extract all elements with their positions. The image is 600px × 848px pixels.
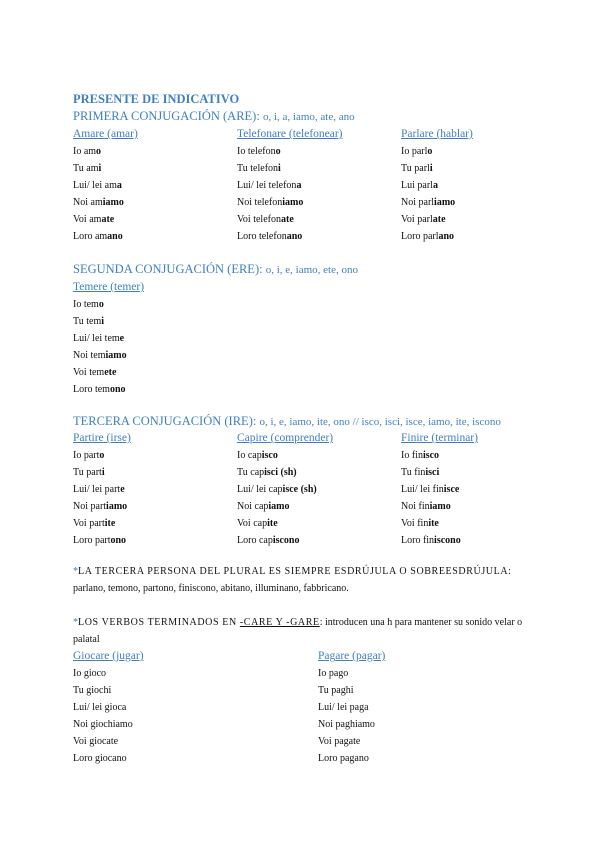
conjugation-stem: Noi part: [73, 501, 107, 512]
verb-stem: Cap: [237, 432, 256, 444]
verb-translation: (amar): [104, 128, 138, 140]
verb-translation: (telefonear): [286, 128, 343, 140]
conjugation-row: [73, 498, 233, 515]
third-conjugation-heading: [73, 414, 501, 430]
conjugation-row: [237, 211, 397, 228]
conjugation-row: [401, 447, 561, 464]
conjugation-ending: ite: [428, 518, 439, 529]
verb-ending: are: [335, 650, 350, 662]
conjugation-stem: Tu am: [73, 163, 99, 174]
verb-infinitive: [73, 280, 233, 296]
conjugation-stem: Lui/ lei am: [73, 180, 117, 191]
verb-ending: are: [90, 128, 105, 140]
conjugation-row: [73, 515, 233, 532]
second-conjugation-title: SEGUNDA CONJUGACIÓN (ERE):: [73, 262, 263, 276]
verb-stem: Gioc: [73, 650, 96, 662]
conjugation-stem: Noi telefon: [237, 197, 283, 208]
conjugation-stem: Tu fin: [401, 467, 426, 478]
conjugation-ending: ono: [110, 535, 127, 546]
third-conjugation-title: TERCERA CONJUGACIÓN (IRE):: [73, 414, 257, 428]
conjugation-ending: isci (sh): [264, 467, 297, 478]
conjugation-row: [237, 447, 397, 464]
first-conjugation-title: PRIMERA CONJUGACIÓN (ARE):: [73, 109, 260, 123]
conjugation-row: [237, 464, 397, 481]
conjugation-ending: ate: [101, 214, 115, 225]
verb-infinitive-link: [401, 128, 473, 140]
conjugation-stem: Loro part: [73, 535, 111, 546]
conjugation-row: [73, 347, 233, 364]
conjugation-stem: Voi am: [73, 214, 102, 225]
conjugation-row: [318, 682, 518, 699]
verb-infinitive-link: [401, 432, 478, 444]
conjugation-stem: Io telefon: [237, 146, 276, 157]
conjugation-stem: Io tem: [73, 299, 99, 310]
conjugation-stem: Tu part: [73, 467, 102, 478]
conjugation-stem: Lui/ lei paga: [318, 702, 369, 713]
verb-infinitive: [73, 431, 233, 447]
conjugation-row: [401, 194, 561, 211]
conjugation-stem: Loro tem: [73, 384, 110, 395]
conjugation-stem: Tu giochi: [73, 685, 112, 696]
conjugation-ending: ano: [286, 231, 303, 242]
verb-stem: Part: [73, 432, 92, 444]
conjugation-stem: Loro pagano: [318, 753, 369, 764]
verb-column: [237, 127, 397, 245]
conjugation-stem: Tu tem: [73, 316, 102, 327]
conjugation-ending: o: [98, 299, 104, 310]
conjugation-ending: i: [101, 316, 105, 327]
conjugation-row: [401, 160, 561, 177]
conjugation-stem: Tu telefon: [237, 163, 279, 174]
conjugation-row: [318, 750, 518, 767]
conjugation-row: [401, 532, 561, 549]
conjugation-ending: isce (sh): [282, 484, 317, 495]
conjugation-row: [237, 532, 397, 549]
conjugation-row: [73, 330, 233, 347]
conjugation-ending: isco: [261, 450, 278, 461]
conjugation-stem: Noi fin: [401, 501, 430, 512]
conjugation-row: [73, 364, 233, 381]
conjugation-row: [237, 515, 397, 532]
conjugation-ending: ano: [438, 231, 455, 242]
conjugation-ending: i: [278, 163, 281, 174]
conjugation-stem: Lui/ lei tem: [73, 333, 120, 344]
conjugation-row: [401, 464, 561, 481]
conjugation-row: [73, 177, 233, 194]
conjugation-ending: ono: [109, 384, 126, 395]
conjugation-stem: Noi giochiamo: [73, 719, 133, 730]
conjugation-row: [237, 481, 397, 498]
note-asterisk: *: [73, 617, 78, 628]
verb-stem: Am: [73, 128, 91, 140]
conjugation-row: [401, 481, 561, 498]
conjugation-stem: Voi pagate: [318, 736, 361, 747]
conjugation-row: [237, 498, 397, 515]
verb-stem: Parl: [401, 128, 420, 140]
verb-stem: Telefon: [237, 128, 272, 140]
verb-column: [401, 431, 561, 549]
conjugation-stem: Loro cap: [237, 535, 273, 546]
conjugation-row: [73, 716, 273, 733]
verb-translation: (terminar): [428, 432, 478, 444]
conjugation-row: [318, 699, 518, 716]
conjugation-stem: Io part: [73, 450, 100, 461]
conjugation-row: [73, 143, 233, 160]
conjugation-ending: a: [296, 180, 302, 191]
conjugation-row: [73, 211, 233, 228]
conjugation-row: [73, 750, 273, 767]
first-conjugation-endings: o, i, a, iamo, ate, ano: [262, 111, 355, 123]
conjugation-ending: a: [116, 180, 122, 191]
verb-infinitive: [237, 127, 397, 143]
conjugation-stem: Noi tem: [73, 350, 106, 361]
conjugation-stem: Lui/ lei fin: [401, 484, 444, 495]
conjugation-stem: Voi cap: [237, 518, 268, 529]
conjugation-row: [73, 381, 233, 398]
conjugation-ending: iamo: [102, 197, 124, 208]
conjugation-stem: Io pago: [318, 668, 349, 679]
verb-stem: Fin: [401, 432, 417, 444]
note-esdrujula-caps: LA TERCERA PERSONA DEL PLURAL ES SIEMPRE ESDRÚJULA O SOBREESDRÚJULA:: [78, 566, 512, 577]
verb-infinitive: [73, 127, 233, 143]
conjugation-stem: Voi parl: [401, 214, 433, 225]
verb-infinitive-link: [73, 281, 144, 293]
verb-column: [237, 431, 397, 549]
conjugation-stem: Tu paghi: [318, 685, 354, 696]
conjugation-stem: Lui/ lei cap: [237, 484, 283, 495]
conjugation-row: [73, 665, 273, 682]
third-conjugation-endings: o, i, e, iamo, ite, ono // isco, isci, isce, iamo, ite, iscono: [259, 416, 501, 428]
conjugation-ending: iscono: [272, 535, 300, 546]
verb-infinitive-link: [73, 432, 131, 444]
conjugation-stem: Lui/ lei telefon: [237, 180, 297, 191]
conjugation-ending: iamo: [434, 197, 456, 208]
verb-column: [73, 127, 233, 245]
conjugation-stem: Loro fin: [401, 535, 435, 546]
conjugation-row: [73, 228, 233, 245]
conjugation-row: [318, 733, 518, 750]
conjugation-ending: ano: [107, 231, 123, 242]
conjugation-row: [73, 532, 233, 549]
second-conjugation-heading: [73, 262, 358, 278]
verb-ending: ire: [255, 432, 268, 444]
first-conjugation-heading: [73, 109, 355, 125]
conjugation-row: [401, 498, 561, 515]
verb-infinitive-link: [237, 128, 343, 140]
conjugation-ending: i: [429, 163, 433, 174]
conjugation-stem: Voi fin: [401, 518, 429, 529]
verb-ending: are: [95, 650, 110, 662]
conjugation-row: [73, 464, 233, 481]
conjugation-stem: Loro parl: [401, 231, 439, 242]
conjugation-row: [401, 143, 561, 160]
verb-column: [73, 649, 273, 767]
conjugation-stem: Io cap: [237, 450, 262, 461]
conjugation-ending: ite: [267, 518, 278, 529]
conjugation-row: [73, 447, 233, 464]
conjugation-ending: isci: [425, 467, 440, 478]
conjugation-row: [237, 228, 397, 245]
conjugation-ending: o: [427, 146, 433, 157]
conjugation-stem: Noi parl: [401, 197, 435, 208]
verb-translation: (jugar): [109, 650, 144, 662]
verb-translation: (irse): [103, 432, 131, 444]
verb-infinitive: [73, 649, 273, 665]
verb-infinitive: [401, 431, 561, 447]
verb-column: [73, 431, 233, 549]
verb-infinitive: [318, 649, 518, 665]
page-title: PRESENTE DE INDICATIVO: [73, 92, 240, 106]
conjugation-stem: Voi part: [73, 518, 105, 529]
conjugation-row: [73, 194, 233, 211]
verb-translation: (pagar): [349, 650, 386, 662]
verb-infinitive-link: [73, 650, 144, 662]
conjugation-stem: Tu parl: [401, 163, 430, 174]
conjugation-row: [73, 481, 233, 498]
conjugation-stem: Lui/ lei gioca: [73, 702, 127, 713]
conjugation-row: [401, 177, 561, 194]
verb-infinitive-link: [73, 128, 138, 140]
conjugation-stem: Loro am: [73, 231, 108, 242]
note-esdrujula-examples: parlano, temono, partono, finiscono, abitano, illuminano, fabbricano.: [73, 583, 349, 594]
note-care-gare: [73, 614, 529, 648]
conjugation-stem: Voi telefon: [237, 214, 281, 225]
conjugation-ending: i: [101, 467, 105, 478]
conjugation-row: [318, 716, 518, 733]
conjugation-stem: Noi paghiamo: [318, 719, 375, 730]
conjugation-ending: iamo: [106, 501, 128, 512]
verb-infinitive-link: [237, 432, 333, 444]
conjugation-stem: Lui parl: [401, 180, 433, 191]
conjugation-stem: Noi am: [73, 197, 103, 208]
conjugation-stem: Loro giocano: [73, 753, 127, 764]
verb-column: [73, 280, 233, 398]
conjugation-row: [73, 313, 233, 330]
verb-infinitive: [401, 127, 561, 143]
conjugation-row: [73, 682, 273, 699]
conjugation-ending: iamo: [105, 350, 127, 361]
verb-ending: ire: [416, 432, 429, 444]
conjugation-ending: ate: [432, 214, 446, 225]
verb-translation: (comprender): [267, 432, 334, 444]
verb-infinitive-link: [318, 650, 385, 662]
conjugation-ending: iamo: [282, 197, 304, 208]
conjugation-stem: Voi giocate: [73, 736, 119, 747]
note-esdrujula: [73, 563, 529, 597]
conjugation-stem: Io parl: [401, 146, 428, 157]
conjugation-ending: o: [96, 146, 102, 157]
conjugation-row: [237, 160, 397, 177]
conjugation-ending: ate: [280, 214, 294, 225]
conjugation-stem: Voi tem: [73, 367, 105, 378]
verb-ending: ire: [91, 432, 104, 444]
note-asterisk: *: [73, 566, 78, 577]
conjugation-row: [237, 143, 397, 160]
conjugation-ending: isce: [443, 484, 460, 495]
conjugation-stem: Loro telefon: [237, 231, 287, 242]
conjugation-ending: o: [275, 146, 281, 157]
conjugation-ending: e: [120, 484, 125, 495]
conjugation-row: [73, 733, 273, 750]
conjugation-stem: Io fin: [401, 450, 423, 461]
conjugation-ending: o: [99, 450, 105, 461]
conjugation-row: [401, 211, 561, 228]
verb-column: [318, 649, 518, 767]
conjugation-row: [73, 699, 273, 716]
verb-infinitive: [237, 431, 397, 447]
conjugation-ending: iamo: [429, 501, 451, 512]
note-care-gare-text: : introducen una h para mantener su sonido velar o palatal: [73, 617, 523, 645]
conjugation-stem: Io gioco: [73, 668, 107, 679]
conjugation-ending: a: [432, 180, 438, 191]
conjugation-row: [401, 228, 561, 245]
verb-ending: are: [271, 128, 287, 140]
conjugation-ending: iscono: [434, 535, 461, 546]
conjugation-stem: Noi cap: [237, 501, 269, 512]
second-conjugation-endings: o, i, e, iamo, ete, ono: [265, 264, 358, 276]
conjugation-ending: iamo: [268, 501, 290, 512]
conjugation-stem: Io am: [73, 146, 97, 157]
verb-ending: ere: [93, 281, 108, 293]
conjugation-ending: isco: [422, 450, 440, 461]
conjugation-ending: e: [119, 333, 125, 344]
verb-translation: (hablar): [433, 128, 473, 140]
conjugation-stem: Lui/ lei part: [73, 484, 121, 495]
conjugation-row: [318, 665, 518, 682]
verb-stem: Tem: [73, 281, 94, 293]
conjugation-ending: ete: [104, 367, 117, 378]
conjugation-ending: i: [98, 163, 102, 174]
verb-stem: Pag: [318, 650, 336, 662]
verb-column: [401, 127, 561, 245]
conjugation-row: [401, 515, 561, 532]
verb-translation: (temer): [107, 281, 145, 293]
conjugation-row: [73, 160, 233, 177]
verb-ending: are: [419, 128, 434, 140]
conjugation-row: [237, 177, 397, 194]
conjugation-ending: ite: [104, 518, 116, 529]
conjugation-row: [237, 194, 397, 211]
note-care-gare-caps: LOS VERBOS TERMINADOS EN: [78, 617, 240, 628]
note-care-gare-underlined: -CARE Y -GARE: [239, 617, 320, 628]
conjugation-stem: Tu cap: [237, 467, 265, 478]
conjugation-row: [73, 296, 233, 313]
